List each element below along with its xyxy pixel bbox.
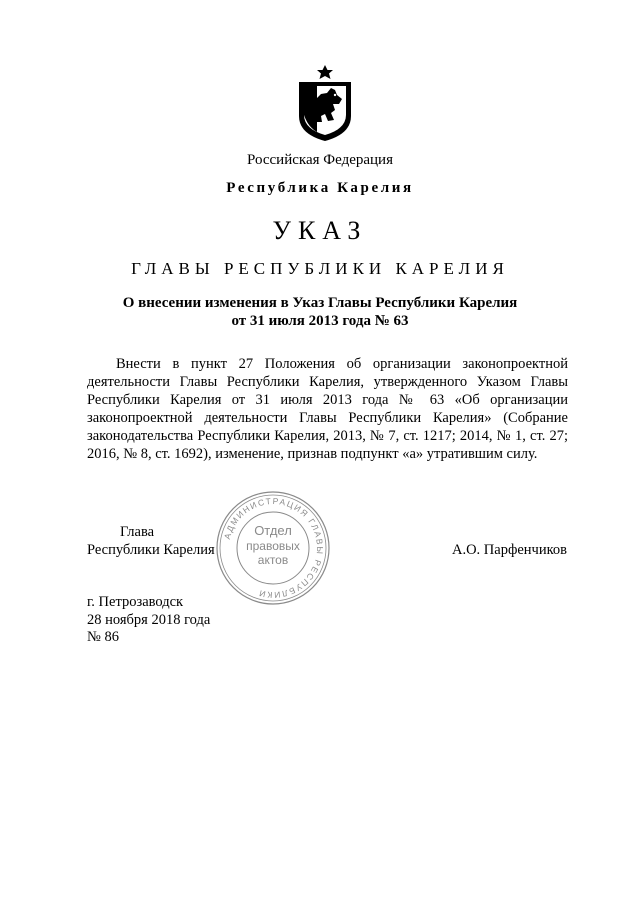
legal-department-stamp <box>214 489 332 607</box>
decree-title-line1: О внесении изменения в Указ Главы Республики Карелия <box>122 295 518 311</box>
document-type-heading: УКАЗ <box>272 216 368 245</box>
republic-heading: Республика Карелия <box>226 180 414 196</box>
issue-date: 28 ноября 2018 года <box>87 611 211 628</box>
decree-title-line2: от 31 июля 2013 года № 63 <box>231 313 409 329</box>
stamp-text-line1: Отдел <box>254 523 292 538</box>
stamp-text-line3: актов <box>257 553 289 567</box>
issuer-heading: ГЛАВЫ РЕСПУБЛИКИ КАРЕЛИЯ <box>131 259 509 278</box>
signatory-name: А.О. Парфенчиков <box>451 542 567 558</box>
signatory-position-line2: Республики Карелия <box>87 542 215 558</box>
karelia-coat-of-arms-icon <box>295 64 355 142</box>
stamp-text-line2: правовых <box>246 539 300 553</box>
issue-details <box>87 594 210 647</box>
stamp-ring-text: АДМИНИСТРАЦИЯ ГЛАВЫ РЕСПУБЛИКИ <box>221 495 326 601</box>
federation-heading: Российская Федерация <box>247 152 393 168</box>
decree-body-paragraph: Внести в пункт 27 Положения об организации законопроектной деятельности Главы Республики Карелия, утвержденного Указом Главы Республики Карелия от 31 июля 2013 года № 63 «Об организации законопроектной деятельности Главы Республики Карелия» (Собрание законодательства Республики Карелия, 2013, № 7, ст. 1217; 2014, № 1, ст. 27; 2016, № 8, ст. 1692), изменение, признав подпункт «а» утратившим силу. <box>87 356 568 462</box>
issue-place: г. Петрозаводск <box>87 594 184 610</box>
decree-number: № 86 <box>87 629 119 645</box>
signatory-position-line1: Глава <box>120 524 155 540</box>
